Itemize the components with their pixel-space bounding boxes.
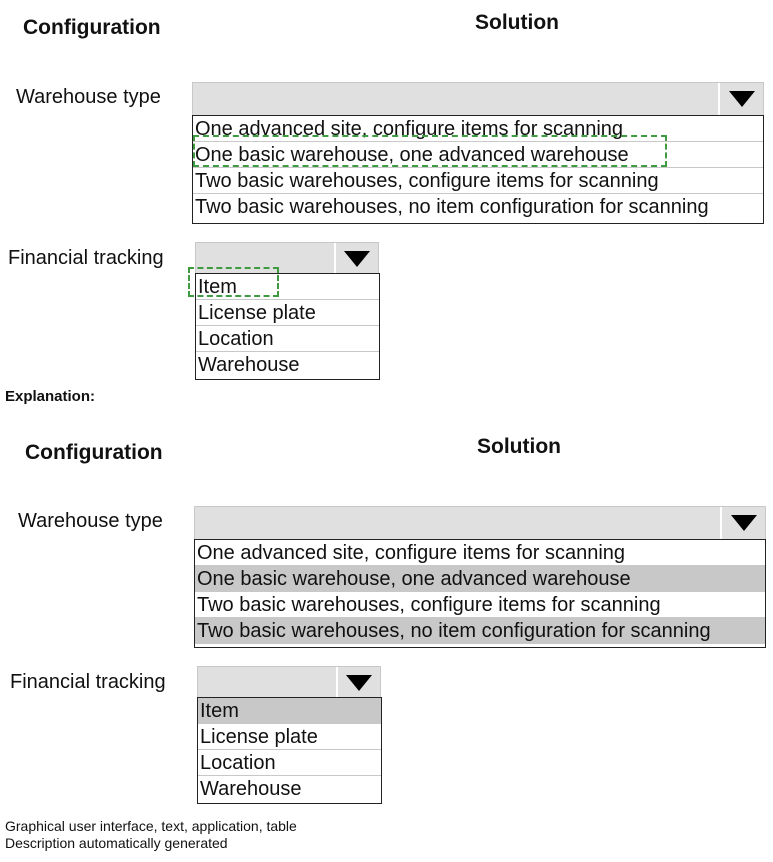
warehouse-type-option[interactable]: One advanced site, configure items for scanning — [193, 116, 763, 142]
financial-tracking-options — [195, 273, 380, 380]
financial-tracking-dropdown[interactable] — [195, 242, 379, 276]
warehouse-type-options — [194, 539, 766, 648]
financial-tracking-options — [197, 697, 382, 804]
financial-tracking-option[interactable]: License plate — [198, 724, 381, 750]
configuration-heading: Configuration — [25, 441, 163, 464]
warehouse-type-option[interactable]: One advanced site, configure items for scanning — [195, 540, 765, 566]
caption-line: Description automatically generated — [5, 835, 228, 851]
chevron-down-icon[interactable] — [718, 83, 763, 115]
financial-tracking-option[interactable]: Item — [196, 274, 379, 300]
chevron-down-icon[interactable] — [336, 667, 380, 699]
solution-heading: Solution — [477, 435, 561, 458]
warehouse-type-label: Warehouse type — [16, 86, 161, 108]
financial-tracking-dropdown[interactable] — [197, 666, 381, 700]
warehouse-type-option[interactable]: Two basic warehouses, configure items for scanning — [195, 592, 765, 618]
financial-tracking-option[interactable]: Location — [196, 326, 379, 352]
configuration-heading: Configuration — [23, 16, 161, 39]
warehouse-type-option[interactable]: Two basic warehouses, no item configuration for scanning — [195, 196, 709, 218]
warehouse-type-dropdown[interactable] — [192, 82, 764, 116]
chevron-down-icon[interactable] — [334, 243, 378, 275]
financial-tracking-option-highlighted[interactable]: Item — [198, 698, 381, 724]
caption-line: Graphical user interface, text, application, table — [5, 818, 297, 834]
image-caption — [5, 818, 297, 852]
financial-tracking-option[interactable]: Warehouse — [198, 354, 300, 376]
financial-tracking-option[interactable]: License plate — [196, 300, 379, 326]
solution-heading: Solution — [475, 11, 559, 34]
financial-tracking-option[interactable]: Location — [198, 750, 381, 776]
warehouse-type-dropdown[interactable] — [194, 506, 766, 540]
financial-tracking-label: Financial tracking — [10, 671, 166, 693]
warehouse-type-options — [192, 115, 764, 224]
explanation-label: Explanation: — [5, 388, 96, 405]
warehouse-type-option-highlighted[interactable]: Two basic warehouses, no item configuration for scanning — [195, 618, 765, 644]
warehouse-type-label: Warehouse type — [18, 510, 163, 532]
warehouse-type-option-highlighted[interactable]: One basic warehouse, one advanced warehouse — [195, 566, 765, 592]
warehouse-type-option[interactable]: One basic warehouse, one advanced warehouse — [193, 142, 763, 168]
financial-tracking-option[interactable]: Warehouse — [200, 778, 302, 800]
chevron-down-icon[interactable] — [720, 507, 765, 539]
financial-tracking-label: Financial tracking — [8, 247, 164, 269]
warehouse-type-option[interactable]: Two basic warehouses, configure items for scanning — [193, 168, 763, 194]
